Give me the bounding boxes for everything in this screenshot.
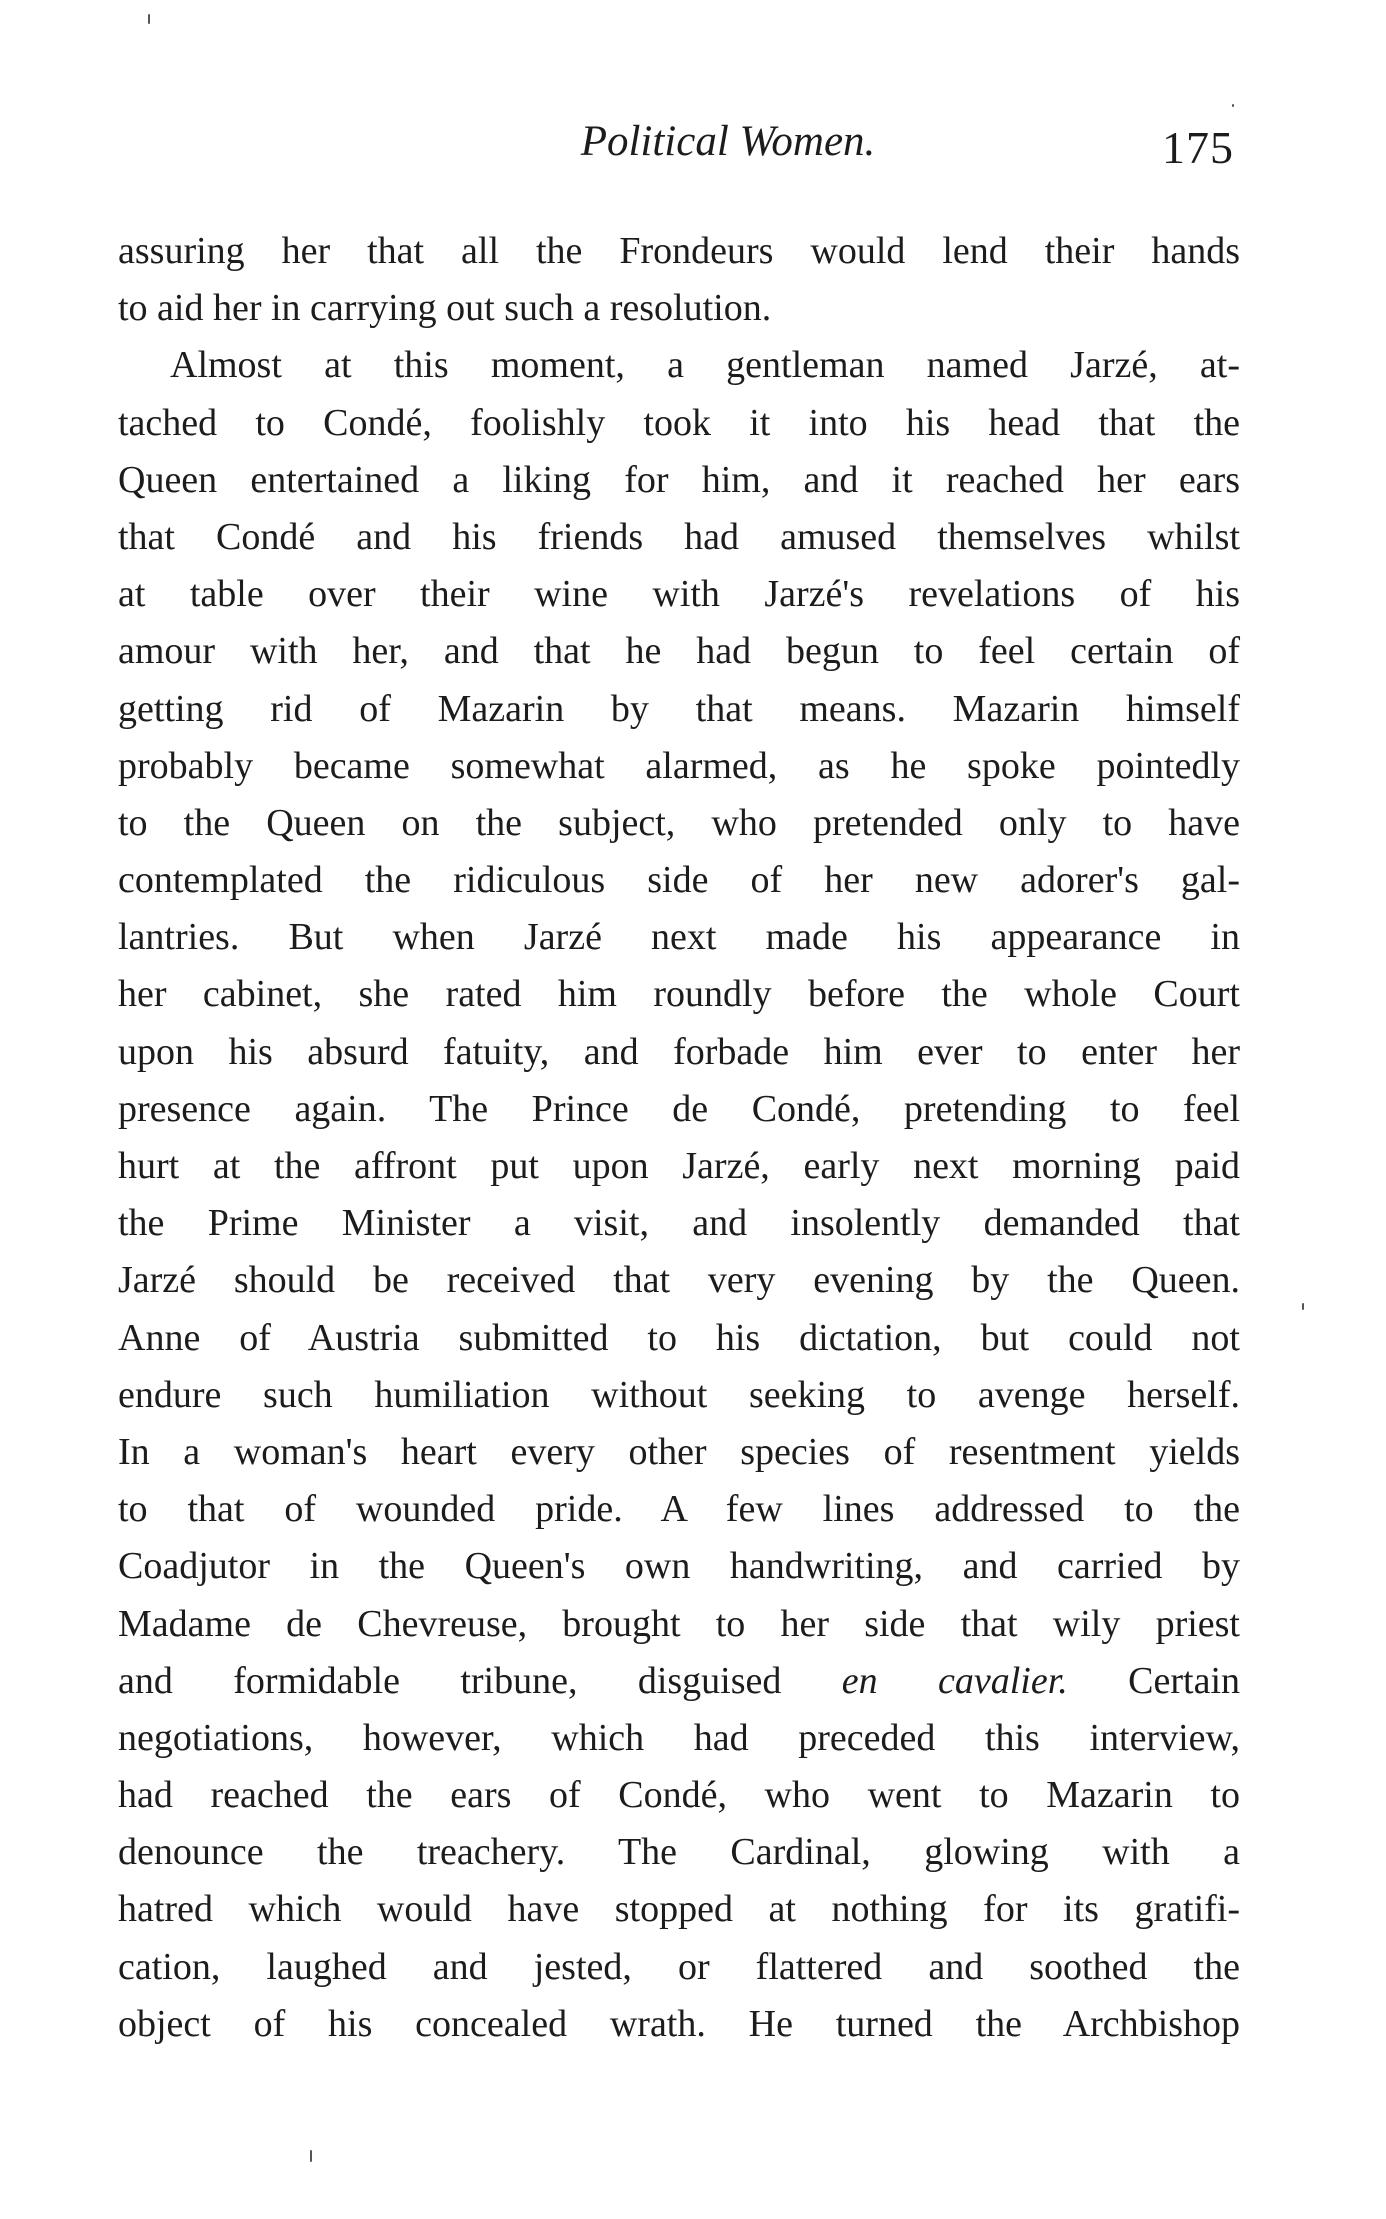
text-line: amour with her, and that he had begun to feel certain of — [118, 630, 1240, 673]
text-line: object of his concealed wrath. He turned the Archbishop — [118, 2002, 1240, 2045]
text-line: In a woman's heart every other species of resentment yields — [118, 1430, 1240, 1473]
line-text-before-italic: and formidable tribune, disguised — [118, 1659, 782, 1702]
running-head — [0, 112, 1386, 182]
text-line: assuring her that all the Frondeurs would lend their hands — [118, 230, 1240, 272]
scan-speck — [1232, 104, 1234, 107]
text-line: hurt at the affront put upon Jarzé, early next morning paid — [118, 1145, 1240, 1187]
text-line: that Condé and his friends had amused themselves whilst — [118, 515, 1240, 558]
body-text — [118, 223, 1240, 2053]
text-line: tached to Condé, foolishly took it into his head that the — [118, 401, 1240, 444]
italic-phrase: en cavalier. — [841, 1659, 1068, 1702]
text-line: had reached the ears of Condé, who went to Mazarin to — [118, 1774, 1240, 1817]
running-title: Political Women. — [580, 118, 876, 165]
scan-speck — [1302, 1303, 1304, 1310]
text-line: to that of wounded pride. A few lines addressed to the — [118, 1488, 1240, 1531]
page-number: 175 — [1162, 122, 1234, 173]
text-line: to the Queen on the subject, who pretended only to have — [118, 801, 1240, 844]
text-line: upon his absurd fatuity, and forbade him ever to enter her — [118, 1030, 1240, 1073]
scan-speck — [148, 14, 150, 24]
text-line: presence again. The Prince de Condé, pretending to feel — [118, 1087, 1240, 1130]
text-line: Anne of Austria submitted to his dictation, but could not — [118, 1316, 1240, 1359]
text-line: Queen entertained a liking for him, and it reached her ears — [118, 458, 1240, 501]
text-line: at table over their wine with Jarzé's revelations of his — [118, 573, 1240, 616]
scan-speck — [310, 2150, 312, 2162]
text-line: probably became somewhat alarmed, as he spoke pointedly — [118, 744, 1240, 787]
text-line: lantries. But when Jarzé next made his appearance in — [118, 916, 1240, 959]
text-line: negotiations, however, which had preceded this interview, — [118, 1716, 1240, 1759]
text-line: her cabinet, she rated him roundly before the whole Court — [118, 973, 1240, 1016]
text-line: endure such humiliation without seeking to avenge herself. — [118, 1373, 1240, 1416]
text-line: the Prime Minister a visit, and insolently demanded that — [118, 1202, 1240, 1245]
text-line: Madame de Chevreuse, brought to her side that wily priest — [118, 1602, 1240, 1645]
text-line: Coadjutor in the Queen's own handwriting, and carried by — [118, 1545, 1240, 1588]
text-line: denounce the treachery. The Cardinal, glowing with a — [118, 1831, 1240, 1874]
text-line: contemplated the ridiculous side of her new adorer's gal- — [118, 859, 1240, 902]
text-line-with-italic — [118, 1653, 1240, 1710]
text-line: getting rid of Mazarin by that means. Mazarin himself — [118, 687, 1240, 730]
text-line: hatred which would have stopped at nothing for its gratifi- — [118, 1888, 1240, 1931]
text-line: Jarzé should be received that very evening by the Queen. — [118, 1259, 1240, 1302]
line-text-after-italic: Certain — [1128, 1659, 1241, 1702]
paragraph-start-line: Almost at this moment, a gentleman named Jarzé, at- — [170, 344, 1240, 387]
text-line: cation, laughed and jested, or flattered and soothed the — [118, 1945, 1240, 1988]
text-line: to aid her in carrying out such a resolution. — [118, 287, 772, 330]
